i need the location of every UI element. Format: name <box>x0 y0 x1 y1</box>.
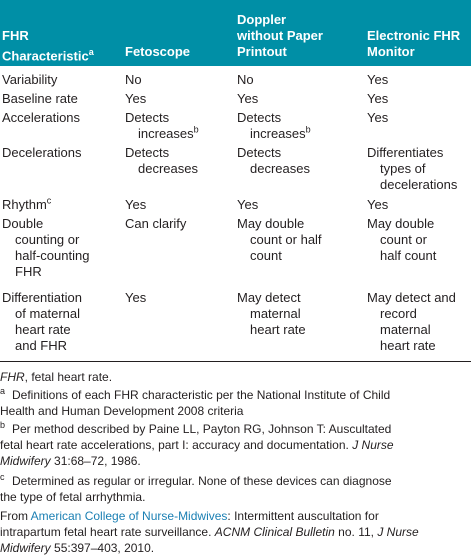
fetoscope-cell: Detects decreases <box>125 145 198 176</box>
doppler-cell: Detects decreases <box>237 145 310 176</box>
fetoscope-cell: Can clarify <box>125 216 187 231</box>
fetoscope-cell: Yes <box>125 91 147 106</box>
header-electronic-monitor: Electronic FHR Monitor <box>367 28 461 59</box>
fetoscope-cell: Detects increases$^b$ <box>125 110 199 141</box>
fetoscope-cell: No <box>125 72 142 87</box>
row-label: Accelerations <box>2 110 81 125</box>
table-bottom-rule <box>0 361 471 362</box>
monitor-cell: Differentiates types of decelerations <box>367 145 458 192</box>
row-label: Variability <box>2 72 58 87</box>
monitor-cell: Yes <box>367 197 389 212</box>
doppler-cell: No <box>237 72 254 87</box>
fetoscope-cell: Yes <box>125 197 147 212</box>
doppler-cell: May detect maternal heart rate <box>237 290 306 337</box>
doppler-cell: Yes <box>237 91 259 106</box>
footnote-b: $^b$ Per method described by Paine LL, Payton RG, Johnson T: Auscultated fetal heart rate accelerations, part I: accuracy and documentation. J Nurse Midwifery 31:68–72, 1986. <box>0 420 394 468</box>
row-label: Differentiation of maternal heart rate and FHR <box>2 290 82 353</box>
table-header <box>0 0 471 66</box>
monitor-cell: Yes <box>367 72 389 87</box>
footnote-source: From American College of Nurse-Midwives: Intermittent auscultation for intrapartum fetal heart rate surveillance. ACNM Clinical Bulletin no. 11, J Nurse Midwifery 55:397–403, 2010. <box>0 509 419 555</box>
header-fhr-characteristic: FHR Characteristic$^a$ <box>2 28 94 64</box>
footnote-c: $^c$ Determined as regular or irregular. None of these devices can diagnose the type of fetal arrhythmia. <box>0 472 392 504</box>
row-label: Rhythm$^c$ <box>2 195 52 212</box>
monitor-cell: May detect and record maternal heart rate <box>367 290 456 353</box>
doppler-cell: May double count or half count <box>237 216 322 263</box>
header-fetoscope: Fetoscope <box>125 44 191 59</box>
row-label: Double counting or half-counting FHR <box>2 216 90 279</box>
footnote-a: $^a$ Definitions of each FHR characteristic per the National Institute of Child Health and Human Development 2008 criteria <box>0 386 391 418</box>
doppler-cell: Detects increases$^b$ <box>237 110 311 141</box>
source-link[interactable]: American College of Nurse-Midwives <box>30 509 228 523</box>
row-label: Decelerations <box>2 145 82 160</box>
footnote-marker-a: a <box>88 47 94 57</box>
monitor-cell: Yes <box>367 110 389 125</box>
fetoscope-cell: Yes <box>125 290 147 305</box>
monitor-cell: May double count or half count <box>367 216 437 263</box>
doppler-cell: Yes <box>237 197 259 212</box>
footnote-abbreviation: FHR, fetal heart rate. <box>0 370 113 384</box>
header-doppler: Doppler without Paper Printout <box>237 12 323 59</box>
monitor-cell: Yes <box>367 91 389 106</box>
row-label: Baseline rate <box>2 91 78 106</box>
